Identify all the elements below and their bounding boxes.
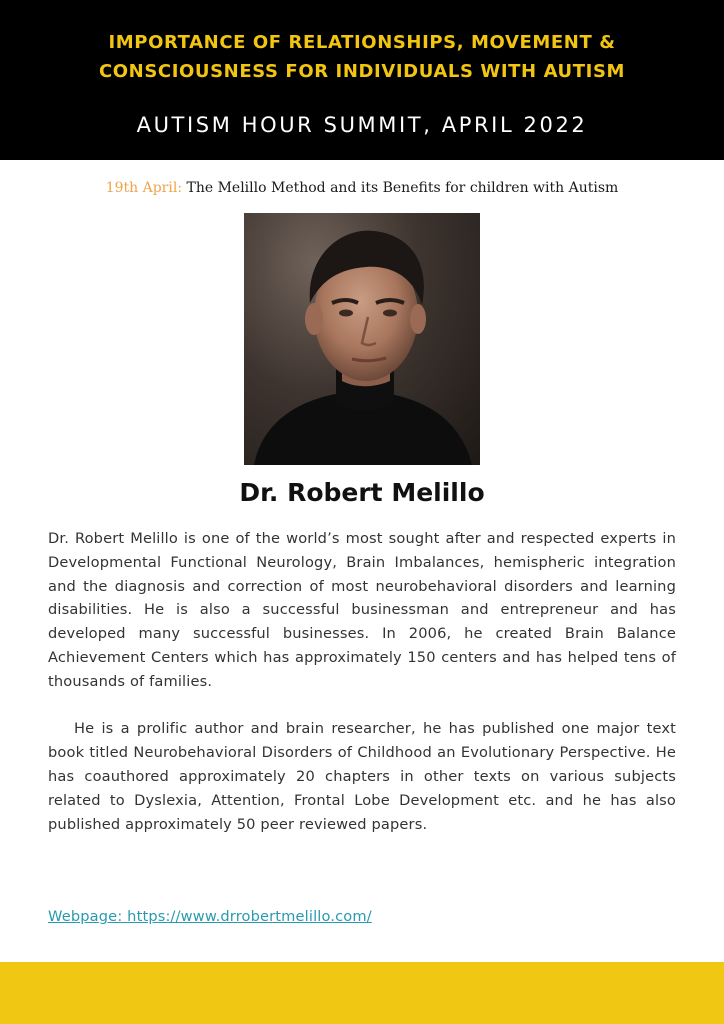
session-title: The Melillo Method and its Benefits for children with Autism <box>186 180 619 196</box>
event-title-line-1: IMPORTANCE OF RELATIONSHIPS, MOVEMENT & <box>108 32 616 53</box>
webpage-link[interactable]: Webpage: https://www.drrobertmelillo.com/ <box>48 908 372 925</box>
bio-paragraph-1: Dr. Robert Melillo is one of the world’s most sought after and respected experts in Developmental Functional Neurology, Brain Imbalances, hemispheric integration and the diagnosis and correction of most neurobehavioral disorders and learning disabilities. He is also a successful businessman and entrepreneur and has developed many successful businesses. In 2006, he created Brain Balance Achievement Centers which has approximately 150 centers and has helped tens of thousands of families. <box>48 530 676 690</box>
footer-bar <box>0 962 724 1024</box>
summit-subtitle: AUTISM HOUR SUMMIT, APRIL 2022 <box>136 113 588 137</box>
speaker-portrait-illustration <box>244 213 480 465</box>
session-date: 19th April: <box>105 180 183 196</box>
speaker-bio <box>48 527 676 836</box>
session-line <box>0 176 724 200</box>
event-title <box>0 28 724 86</box>
speaker-name: Dr. Robert Melillo <box>239 478 485 507</box>
bio-paragraph-2: He is a prolific author and brain researcher, he has published one major text book titled Neurobehavioral Disorders of Childhood an Evolutionary Perspective. He has coauthored approximately 20 chapters in other texts on various subjects related to Dyslexia, Attention, Frontal Lobe Development etc. and he has also published approximately 50 peer reviewed papers. <box>48 720 676 833</box>
speaker-photo <box>244 213 480 465</box>
event-title-line-2: CONSCIOUSNESS FOR INDIVIDUALS WITH AUTISM <box>98 61 626 82</box>
header-banner <box>0 0 724 160</box>
